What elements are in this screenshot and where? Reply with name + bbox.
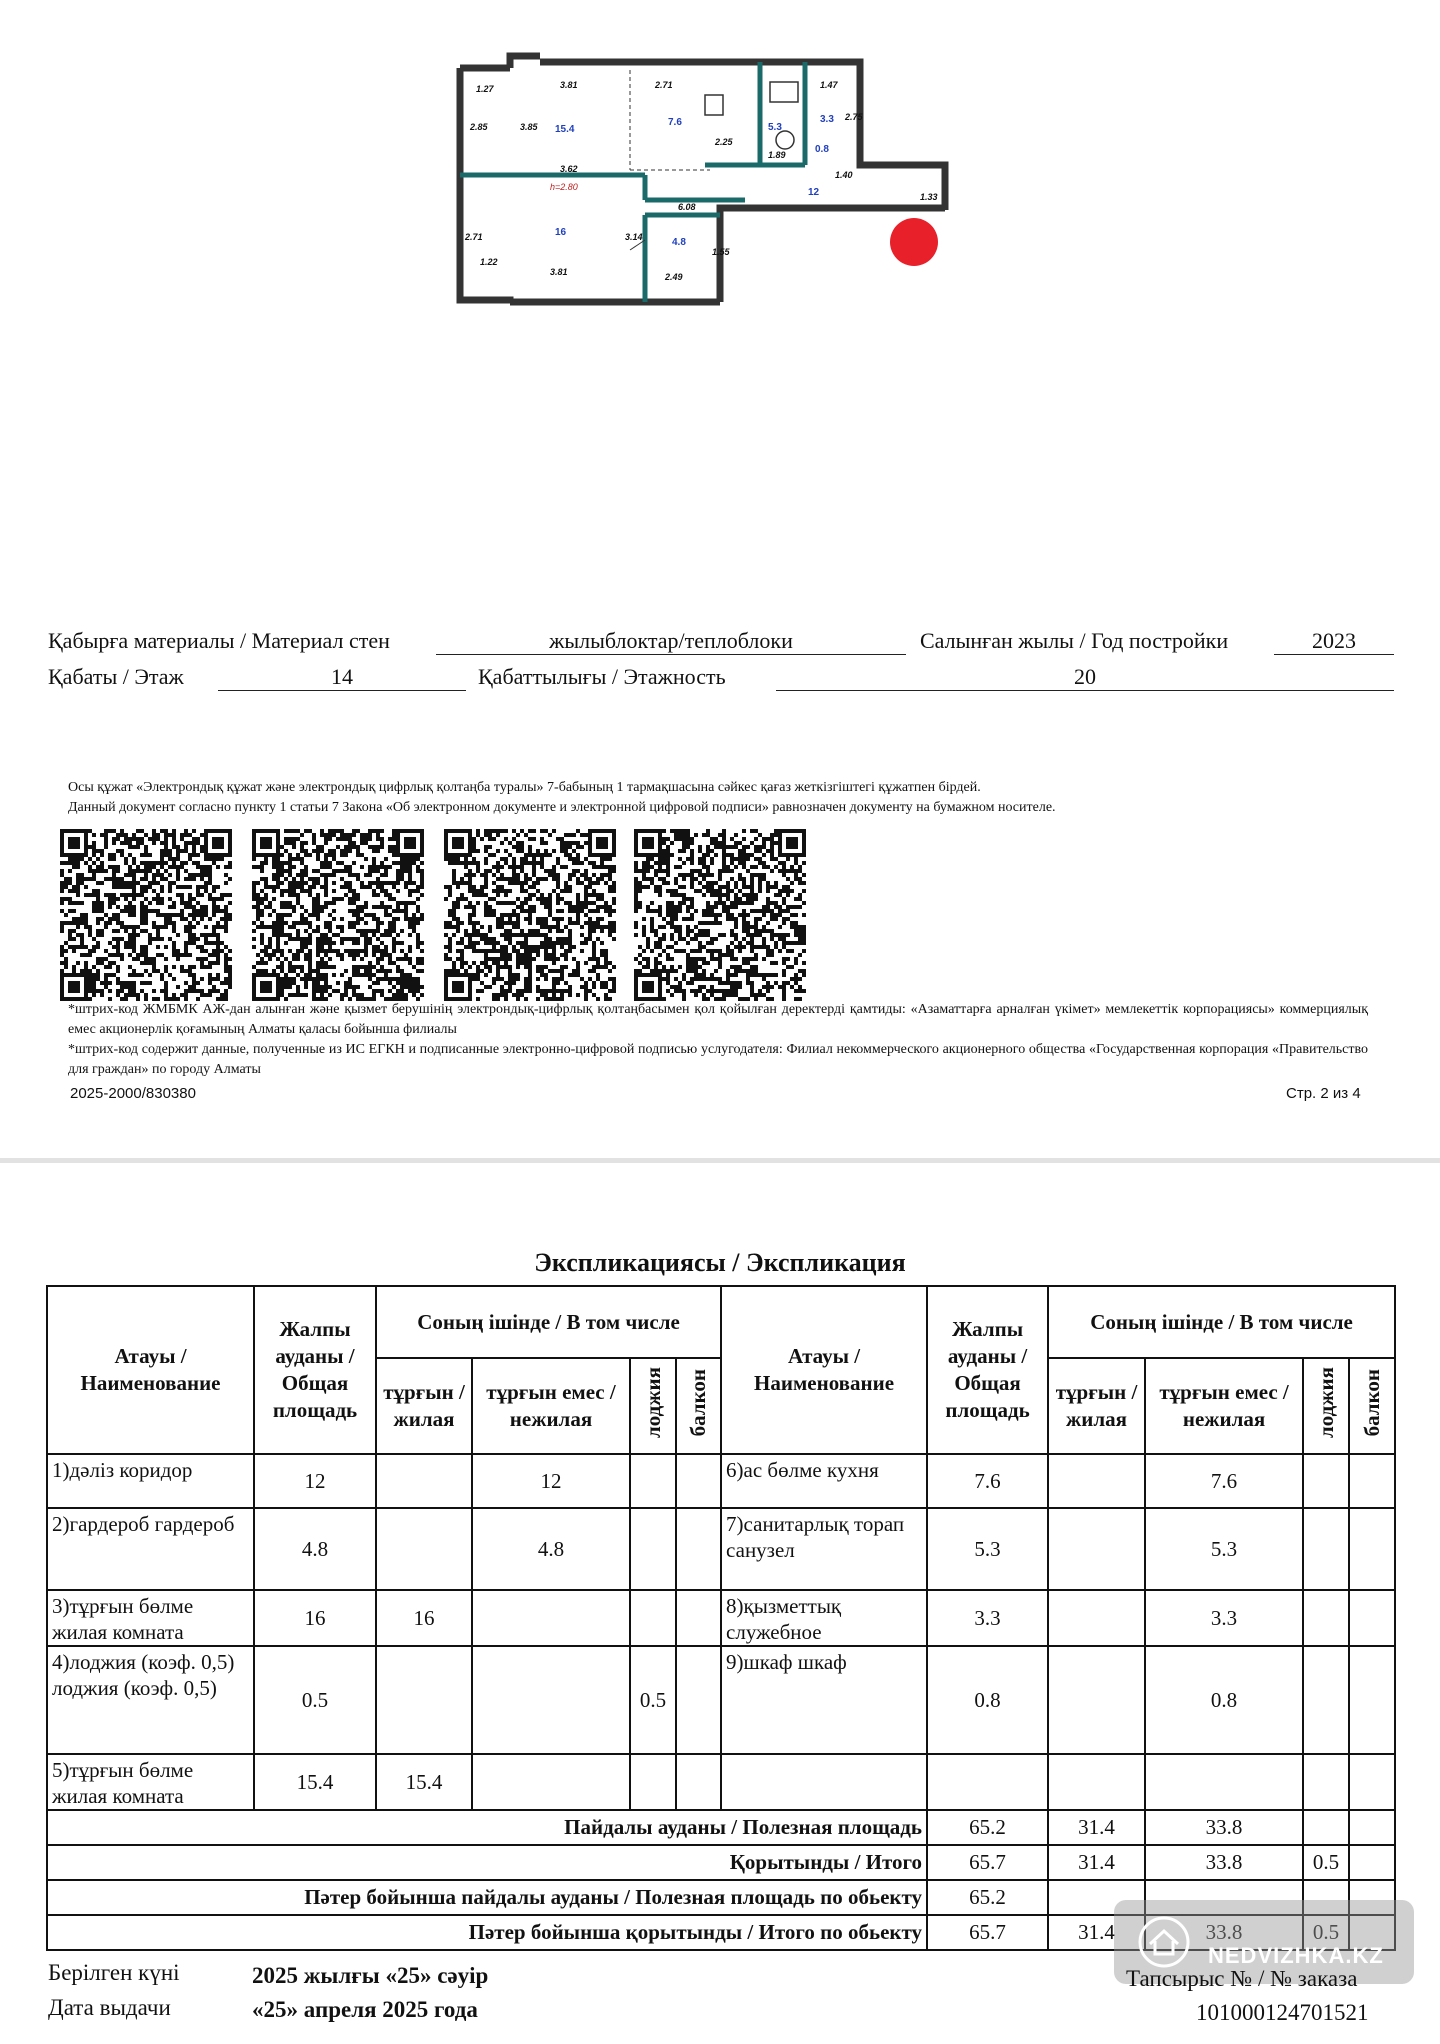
header-living: тұрғын / жилая — [1048, 1358, 1145, 1454]
order-label: Тапсырыс № / № заказа — [1126, 1966, 1358, 1991]
header-nonliving: тұрғын емес / нежилая — [1145, 1358, 1303, 1454]
cell-balcony — [676, 1454, 721, 1508]
cell-balcony — [1349, 1646, 1395, 1754]
cell-name: 7)санитарлық торап санузел — [721, 1508, 927, 1590]
explication-table — [46, 1285, 1396, 1951]
summary-label: Пайдалы ауданы / Полезная площадь — [47, 1810, 927, 1845]
header-included: Соның ішінде / В том числе — [376, 1286, 721, 1358]
cell-nonliving: 0.8 — [1145, 1646, 1303, 1754]
legal-line-kz: Осы құжат «Электрондық құжат және электрондық цифрлық қолтаңба туралы» 7-бабының 1 тармақшасына сәйкес қағаз жеткізгіштегі құжатпен бірдей. — [68, 780, 981, 795]
table-row — [47, 1454, 1395, 1508]
cell-living — [376, 1508, 472, 1590]
header-loggia — [1303, 1358, 1349, 1454]
qr-code-3 — [444, 829, 616, 1001]
plan-dim: 3.81 — [550, 267, 568, 277]
cell-nonliving — [472, 1590, 630, 1646]
issue-date-ru: «25» апреля 2025 года — [252, 1997, 478, 2022]
cell-loggia — [630, 1590, 676, 1646]
summary-total: 65.7 — [927, 1915, 1048, 1950]
cell-total: 0.8 — [927, 1646, 1048, 1754]
plan-dim: 1.40 — [835, 170, 853, 180]
floor-value: 14 — [218, 664, 466, 691]
cell-living — [376, 1646, 472, 1754]
year-label: Салынған жылы / Год постройки — [920, 628, 1229, 653]
plan-dim: 1.89 — [768, 150, 786, 160]
floor-label: Қабаты / Этаж — [48, 664, 184, 689]
table-row — [47, 1590, 1395, 1646]
cell-total: 7.6 — [927, 1454, 1048, 1508]
cell-living — [1048, 1590, 1145, 1646]
material-value: жылыблоктар/теплоблоки — [436, 628, 906, 655]
summary-living: 31.4 — [1048, 1810, 1145, 1845]
summary-loggia: 0.5 — [1303, 1915, 1349, 1950]
plan-room-label: 7.6 — [668, 117, 682, 128]
plan-dim: 3.62 — [560, 164, 578, 174]
order-number: 101000124701521 — [1196, 2000, 1369, 2025]
qr-code-1 — [60, 829, 232, 1001]
header-nonliving: тұрғын емес / нежилая — [472, 1358, 630, 1454]
summary-row — [47, 1845, 1395, 1880]
summary-nonliving: 33.8 — [1145, 1845, 1303, 1880]
cell-loggia — [630, 1754, 676, 1810]
summary-nonliving: 33.8 — [1145, 1915, 1303, 1950]
header-loggia — [630, 1358, 676, 1454]
cell-name: 3)тұрғын бөлме жилая комната — [47, 1590, 254, 1646]
floors-label: Қабаттылығы / Этажность — [478, 664, 726, 689]
summary-balcony — [1349, 1845, 1395, 1880]
cell-nonliving — [472, 1646, 630, 1754]
material-label: Қабырға материалы / Материал стен — [48, 628, 390, 653]
cell-living: 15.4 — [376, 1754, 472, 1810]
page-number: Стр. 2 из 4 — [1286, 1085, 1361, 1102]
plan-dim: 3.14 — [625, 232, 643, 242]
cell-name: 8)қызметтық служебное — [721, 1590, 927, 1646]
cell-total: 4.8 — [254, 1508, 376, 1590]
table-row — [47, 1754, 1395, 1810]
cell-total: 3.3 — [927, 1590, 1048, 1646]
cell-loggia: 0.5 — [630, 1646, 676, 1754]
cell-living — [376, 1454, 472, 1508]
plan-room-label: 15.4 — [555, 124, 575, 135]
summary-loggia: 0.5 — [1303, 1845, 1349, 1880]
cell-nonliving: 3.3 — [1145, 1590, 1303, 1646]
plan-dim: 1.47 — [820, 80, 838, 90]
header-balcony — [1349, 1358, 1395, 1454]
cell-total: 0.5 — [254, 1646, 376, 1754]
page-divider — [0, 1158, 1440, 1163]
issue-date-kz: 2025 жылғы «25» сәуір — [252, 1963, 489, 1988]
plan-room-label: 4.8 — [672, 237, 686, 248]
cell-name: 4)лоджия (коэф. 0,5) лоджия (коэф. 0,5) — [47, 1646, 254, 1754]
cell-nonliving: 4.8 — [472, 1508, 630, 1590]
plan-dim: 3.85 — [520, 122, 538, 132]
explication-title: Экспликациясы / Экспликация — [534, 1248, 906, 1277]
cell-loggia — [1303, 1646, 1349, 1754]
qr-code-2 — [252, 829, 424, 1001]
header-loggia-text: лоджия — [640, 1367, 665, 1438]
cell-living: 16 — [376, 1590, 472, 1646]
house-icon — [1138, 1916, 1190, 1968]
cell-nonliving: 5.3 — [1145, 1508, 1303, 1590]
plan-room-label: 0.8 — [815, 144, 829, 155]
cell-total: 5.3 — [927, 1508, 1048, 1590]
cell-balcony — [1349, 1754, 1395, 1810]
cell-total: 15.4 — [254, 1754, 376, 1810]
plan-dim: 2.71 — [465, 232, 483, 242]
barcode-note-ru: *штрих-код содержит данные, полученные из ИС ЕГКН и подписанные электронно-цифровой подписью услугодателя: Филиал некоммерческого акционерного общества «Государственная корпорация «Правительство для граждан» по городу Алматы — [68, 1042, 1368, 1077]
cell-name — [721, 1754, 927, 1810]
summary-total: 65.2 — [927, 1880, 1048, 1915]
cell-name: 9)шкаф шкаф — [721, 1646, 927, 1754]
plan-room-label: 5.3 — [768, 122, 782, 133]
cell-loggia — [1303, 1508, 1349, 1590]
cell-living — [1048, 1454, 1145, 1508]
cell-nonliving: 12 — [472, 1454, 630, 1508]
summary-label: Пәтер бойынша пайдалы ауданы / Полезная площадь по обьекту — [47, 1880, 927, 1915]
cell-name: 5)тұрғын бөлме жилая комната — [47, 1754, 254, 1810]
cell-balcony — [1349, 1590, 1395, 1646]
issued-label-ru: Дата выдачи — [48, 1995, 171, 2020]
cell-name: 6)ас бөлме кухня — [721, 1454, 927, 1508]
plan-room-label: 16 — [555, 227, 567, 238]
info-row-material — [48, 628, 1394, 658]
cell-balcony — [1349, 1508, 1395, 1590]
header-balcony-text: балкон — [1359, 1368, 1384, 1437]
summary-loggia — [1303, 1810, 1349, 1845]
summary-balcony — [1349, 1810, 1395, 1845]
table-row — [47, 1508, 1395, 1590]
cell-balcony — [1349, 1454, 1395, 1508]
plan-dim: 2.75 — [845, 112, 863, 122]
cell-loggia — [630, 1454, 676, 1508]
qr-code-4 — [634, 829, 806, 1001]
summary-label: Қорытынды / Итого — [47, 1845, 927, 1880]
header-balcony — [676, 1358, 721, 1454]
cell-balcony — [676, 1646, 721, 1754]
header-living: тұрғын / жилая — [376, 1358, 472, 1454]
cell-living — [1048, 1754, 1145, 1810]
plan-dim: 6.08 — [678, 202, 696, 212]
floors-value: 20 — [776, 664, 1394, 691]
plan-dim: 1.55 — [712, 247, 730, 257]
plan-dim: 2.71 — [655, 80, 673, 90]
header-name: Атауы / Наименование — [721, 1286, 927, 1454]
cell-name: 1)дәліз коридор — [47, 1454, 254, 1508]
header-included: Соның ішінде / В том числе — [1048, 1286, 1395, 1358]
summary-living: 31.4 — [1048, 1845, 1145, 1880]
plan-dim: 2.49 — [665, 272, 683, 282]
plan-room-label: 12 — [808, 187, 820, 198]
cell-nonliving: 7.6 — [1145, 1454, 1303, 1508]
cell-nonliving — [1145, 1754, 1303, 1810]
info-row-floor — [48, 664, 1394, 694]
plan-dim: 2.25 — [715, 137, 733, 147]
year-value: 2023 — [1274, 628, 1394, 655]
doc-number: 2025-2000/830380 — [70, 1085, 196, 1102]
cell-balcony — [676, 1508, 721, 1590]
summary-nonliving: 33.8 — [1145, 1810, 1303, 1845]
cell-living — [1048, 1508, 1145, 1590]
summary-row — [47, 1810, 1395, 1845]
header-total: Жалпы ауданы / Общая площадь — [927, 1286, 1048, 1454]
watermark-text: NEDVIZHKA.KZ — [1208, 1943, 1384, 1968]
floor-plan — [450, 40, 980, 320]
header-name: Атауы / Наименование — [47, 1286, 254, 1454]
plan-ceiling-height: h=2.80 — [550, 182, 578, 192]
cell-loggia — [1303, 1754, 1349, 1810]
cell-loggia — [1303, 1454, 1349, 1508]
plan-dim: 2.85 — [470, 122, 488, 132]
legal-line-ru: Данный документ согласно пункту 1 статьи 7 Закона «Об электронном документе и электронной цифровой подписи» равнозначен документу на бумажном носителе. — [68, 800, 1056, 815]
summary-total: 65.7 — [927, 1845, 1048, 1880]
location-marker — [890, 218, 938, 266]
table-row — [47, 1646, 1395, 1754]
cell-total: 12 — [254, 1454, 376, 1508]
cell-balcony — [676, 1754, 721, 1810]
cell-total: 16 — [254, 1590, 376, 1646]
cell-living — [1048, 1646, 1145, 1754]
cell-loggia — [1303, 1590, 1349, 1646]
cell-balcony — [676, 1590, 721, 1646]
cell-total — [927, 1754, 1048, 1810]
cell-loggia — [630, 1508, 676, 1590]
plan-dim: 3.81 — [560, 80, 578, 90]
header-total: Жалпы ауданы / Общая площадь — [254, 1286, 376, 1454]
header-balcony-text: балкон — [686, 1368, 711, 1437]
header-loggia-text: лоджия — [1313, 1367, 1338, 1438]
plan-dim: 1.27 — [476, 84, 494, 94]
plan-dim: 1.33 — [920, 192, 938, 202]
issued-label-kz: Берілген күні — [48, 1960, 180, 1985]
cell-nonliving — [472, 1754, 630, 1810]
summary-total: 65.2 — [927, 1810, 1048, 1845]
plan-dim: 1.22 — [480, 257, 498, 267]
barcode-note-kz: *штрих-код ЖМБМК АЖ-дан алынған және қызмет берушінің электрондық-цифрлық қолтаңбасымен қол қойылған деректерді қамтиды: «Азаматтарға арналған үкімет» мемлекеттік корпорациясы» коммерциялық емес акционерлік қоғамының Алматы қаласы бойынша филиалы — [68, 1002, 1368, 1037]
summary-label: Пәтер бойынша қорытынды / Итого по обьекту — [47, 1915, 927, 1950]
plan-room-label: 3.3 — [820, 114, 834, 125]
summary-living: 31.4 — [1048, 1915, 1145, 1950]
cell-name: 2)гардероб гардероб — [47, 1508, 254, 1590]
